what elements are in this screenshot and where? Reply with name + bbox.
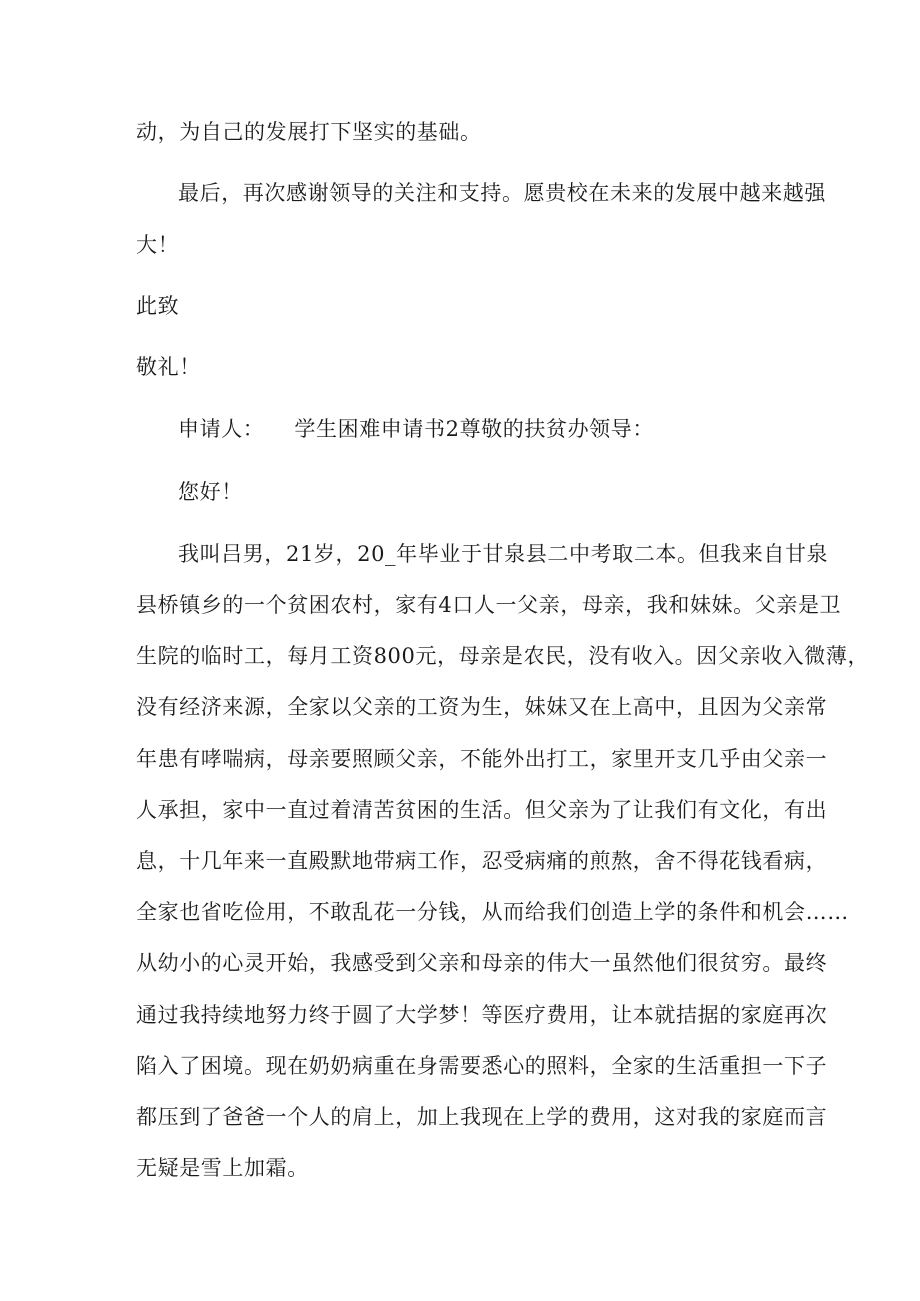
body-line: 全家也省吃俭用，不敢乱花一分钱，从而给我们创造上学的条件和机会…… [136,900,849,924]
body-line: 从幼小的心灵开始，我感受到父亲和母亲的伟大一虽然他们很贫穷。最终 [136,951,828,975]
salutation-jing-li: 敬礼！ [136,355,201,379]
body-line: 人承担，家中一直过着清苦贫困的生活。但父亲为了让我们有文化，有出 [136,798,828,822]
applicant-line [178,414,838,444]
applicant-label: 申请人： [178,417,265,441]
body-line: 无疑是雪上加霜。 [136,1156,309,1180]
body-line: 通过我持续地努力终于圆了大学梦！等医疗费用，让本就拮据的家庭再次 [136,1003,828,1027]
final-thanks-line-2: 大！ [136,233,180,257]
final-thanks-line-1: 最后，再次感谢领导的关注和支持。愿贵校在未来的发展中越来越强 [178,181,826,205]
body-line: 生院的临时工，每月工资800元，母亲是农民，没有收入。因父亲收入微薄， [136,644,870,668]
body-line: 县桥镇乡的一个贫困农村，家有4口人一父亲，母亲，我和妹妹。父亲是卫 [136,593,842,617]
body-line: 年患有哮喘病，母亲要照顾父亲，不能外出打工，家里开支几乎由父亲一 [136,747,828,771]
body-line: 都压到了爸爸一个人的肩上，加上我现在上学的费用，这对我的家庭而言 [136,1105,828,1129]
body-line: 我叫吕男，21岁，20_年毕业于甘泉县二中考取二本。但我来自甘泉 [178,542,829,566]
hello-line: 您好！ [178,480,243,504]
body-line: 陷入了困境。现在奶奶病重在身需要悉心的照料，全家的生活重担一下子 [136,1054,828,1078]
body-line: 息，十几年来一直殿默地带病工作，忍受病痛的煎熬，舍不得花钱看病， [136,849,828,873]
next-title-greeting: 学生困难申请书2尊敬的扶贫办领导： [294,417,654,441]
salutation-ci-zhi: 此致 [136,294,180,318]
body-line: 没有经济来源，全家以父亲的工资为生，妹妹又在上高中，且因为父亲常 [136,695,828,719]
paragraph-end-line: 动，为自己的发展打下坚实的基础。 [136,120,482,144]
